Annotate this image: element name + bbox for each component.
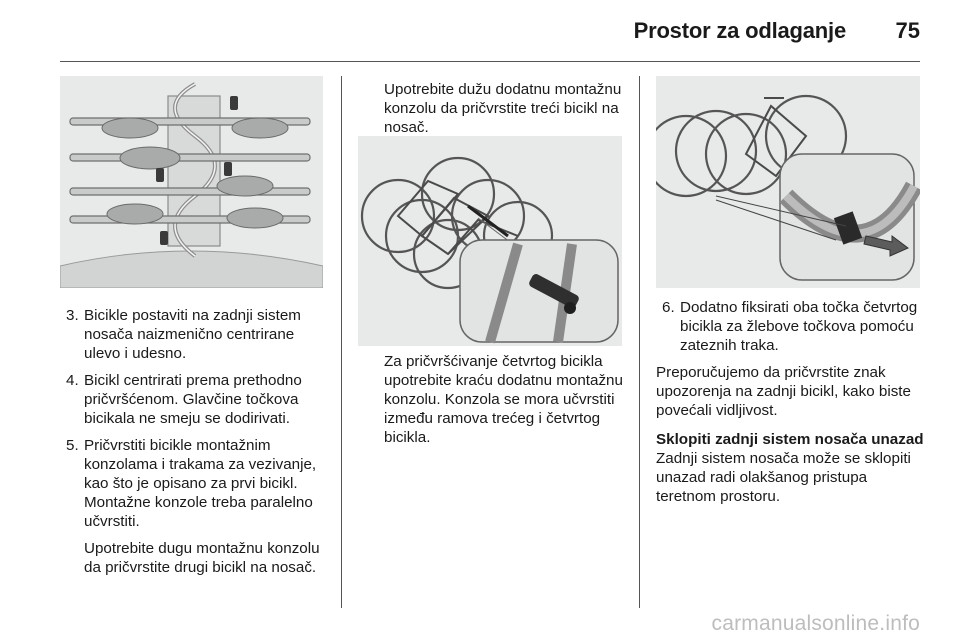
step-text: Pričvrstiti bicikle montažnim konzolama i trakama za vezivanje, kao što je opisano za prvi bicikl. Montažne konzole treba paralelno učvrstiti. [84, 437, 317, 530]
section-text: Zadnji sistem nosača može se sklopiti unazad radi olakšanog pristupa teretnom prostoru. [656, 450, 911, 505]
step-3 [60, 306, 330, 363]
step-number: 6. [662, 299, 675, 316]
column-2-paragraph: Za pričvršćivanje četvrtog bicikla upotrebite kraću dodatnu montažnu konzolu. Konzola se mora učvrstiti između ramova trećeg i četvrtog bicikla. [384, 353, 623, 446]
page-number: 75 [895, 18, 920, 43]
column-2-text [384, 352, 624, 455]
column-divider-left [341, 76, 342, 608]
step-text: Dodatno fiksirati oba točka četvrtog bicikla za žlebove točkova pomoću zateznih traka. [680, 299, 918, 354]
step-4 [60, 371, 330, 428]
column-3-text [656, 298, 924, 514]
warning-sign-recommendation: Preporučujemo da pričvrstite znak upozorenja na zadnji bicikl, kako biste povećali vidljivost. [656, 364, 911, 419]
figure-third-bike-bracket [358, 136, 622, 346]
section-heading: Sklopiti zadnji sistem nosača unazad [656, 431, 924, 448]
step-note-text: Upotrebite dugu montažnu konzolu da pričvrstite drugi bicikl na nosač. [84, 540, 320, 576]
column-divider-right [639, 76, 640, 608]
wheel-strap-illustration [656, 76, 920, 288]
step-6 [656, 298, 924, 355]
header-rule [60, 61, 920, 62]
figure-wheel-strap [656, 76, 920, 288]
watermark: carmanualsonline.info [711, 612, 920, 635]
step-5-note [60, 539, 330, 577]
column-1-text [60, 306, 330, 585]
step-number: 5. [66, 437, 79, 454]
third-bike-bracket-illustration [358, 136, 622, 346]
step-number: 4. [66, 372, 79, 389]
carrier-top-view-illustration [60, 76, 323, 288]
page-header [0, 0, 960, 62]
step-text: Bicikle postaviti na zadnji sistem nosača naizmenično centrirane ulevo i udesno. [84, 307, 301, 362]
page-title: Prostor za odlaganje [633, 18, 846, 43]
step-number: 3. [66, 307, 79, 324]
column-2-intro-text: Upotrebite dužu dodatnu montažnu konzolu da pričvrstite treći bicikl na nosač. [384, 81, 622, 136]
step-text: Bicikl centrirati prema prethodno pričvršćenom. Glavčine točkova bicikala ne smeju se dodirivati. [84, 372, 302, 427]
step-5 [60, 436, 330, 531]
figure-carrier-top-view [60, 76, 323, 288]
